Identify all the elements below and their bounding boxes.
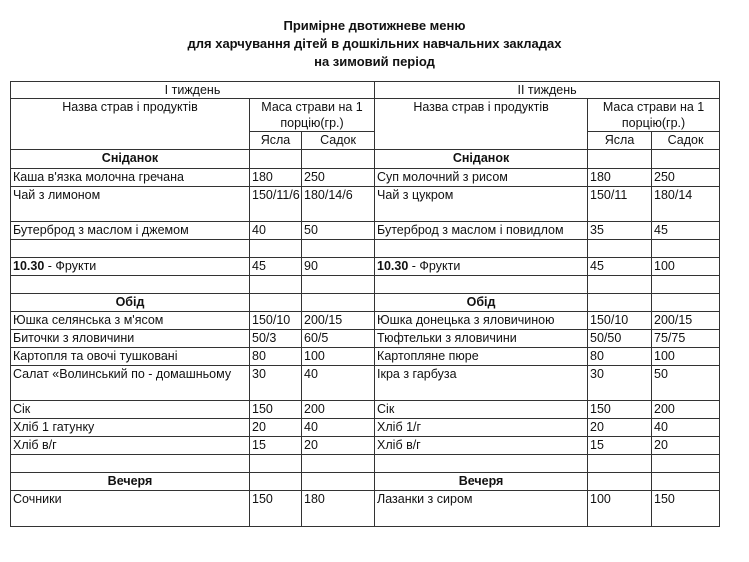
table-row (11, 437, 720, 455)
dish-name: Лазанки з сиром (375, 491, 588, 527)
empty-row (11, 240, 720, 258)
mass-sadok: 45 (652, 222, 720, 240)
mass-sadok: 75/75 (652, 330, 720, 348)
week2-header: ІІ тиждень (375, 82, 720, 99)
table-row (11, 419, 720, 437)
mass-yasla: 150/11 (588, 187, 652, 222)
dish-name: Хліб 1 гатунку (11, 419, 250, 437)
empty-row (11, 455, 720, 473)
mass-yasla: 20 (588, 419, 652, 437)
section-title: Обід (375, 294, 588, 312)
dish-name: Сік (11, 401, 250, 419)
table-row-fruit (11, 258, 720, 276)
w1-dish-header: Назва страв і продуктів (11, 99, 250, 150)
dish-name: Хліб в/г (11, 437, 250, 455)
mass-sadok: 200/15 (302, 312, 375, 330)
dish-name: Сік (375, 401, 588, 419)
dish-name: Бутерброд з маслом і джемом (11, 222, 250, 240)
w1-sadok-header: Садок (302, 132, 375, 150)
mass-sadok: 180 (302, 491, 375, 527)
mass-yasla: 50/3 (250, 330, 302, 348)
title-line-1: Примірне двотижневе меню (283, 18, 466, 33)
mass-yasla: 30 (250, 366, 302, 401)
mass-sadok: 100 (652, 258, 720, 276)
fruit-label: - Фрукти (408, 259, 461, 273)
mass-sadok: 100 (302, 348, 375, 366)
section-row-dinner (11, 473, 720, 491)
mass-sadok: 200/15 (652, 312, 720, 330)
mass-yasla: 80 (250, 348, 302, 366)
dish-name: Биточки з яловичини (11, 330, 250, 348)
section-title: Вечеря (375, 473, 588, 491)
menu-table (10, 81, 720, 527)
mass-sadok: 50 (652, 366, 720, 401)
fruit-label: - Фрукти (44, 259, 97, 273)
mass-sadok: 200 (652, 401, 720, 419)
w1-mass-header: Маса страви на 1 порцію(гр.) (250, 99, 375, 132)
mass-yasla: 180 (588, 169, 652, 187)
dish-name: Салат «Волинський по - домашньому (11, 366, 250, 401)
mass-yasla: 45 (588, 258, 652, 276)
dish-name: Картопля та овочі тушковані (11, 348, 250, 366)
mass-sadok: 20 (652, 437, 720, 455)
mass-sadok: 250 (302, 169, 375, 187)
section-row-breakfast (11, 150, 720, 169)
dish-name: Бутерброд з маслом і повидлом (375, 222, 588, 240)
table-row (11, 312, 720, 330)
mass-yasla: 150/10 (588, 312, 652, 330)
mass-yasla: 15 (588, 437, 652, 455)
mass-sadok: 150 (652, 491, 720, 527)
table-row (11, 366, 720, 401)
table-row (11, 222, 720, 240)
mass-yasla: 150 (588, 401, 652, 419)
section-title: Сніданок (11, 150, 250, 169)
section-title: Вечеря (11, 473, 250, 491)
week-header-row (11, 82, 720, 99)
dish-name: Чай з лимоном (11, 187, 250, 222)
dish-name: Тюфтельки з яловичини (375, 330, 588, 348)
table-row (11, 491, 720, 527)
w1-yasla-header: Ясла (250, 132, 302, 150)
dish-name: Хліб в/г (375, 437, 588, 455)
dish-name: Чай з цукром (375, 187, 588, 222)
dish-name: Ікра з гарбуза (375, 366, 588, 401)
mass-yasla: 35 (588, 222, 652, 240)
w2-dish-header: Назва страв і продуктів (375, 99, 588, 150)
table-row (11, 169, 720, 187)
mass-sadok: 100 (652, 348, 720, 366)
empty-row (11, 276, 720, 294)
w2-sadok-header: Садок (652, 132, 720, 150)
w2-yasla-header: Ясла (588, 132, 652, 150)
w2-mass-header: Маса страви на 1 порцію(гр.) (588, 99, 720, 132)
mass-sadok: 180/14/6 (302, 187, 375, 222)
title-line-2: для харчування дітей в дошкільних навчальних закладах (187, 36, 562, 51)
section-row-lunch (11, 294, 720, 312)
mass-yasla: 15 (250, 437, 302, 455)
mass-yasla: 20 (250, 419, 302, 437)
dish-name: Хліб 1/г (375, 419, 588, 437)
mass-sadok: 40 (652, 419, 720, 437)
mass-sadok: 20 (302, 437, 375, 455)
section-title: Сніданок (375, 150, 588, 169)
mass-yasla: 30 (588, 366, 652, 401)
mass-yasla: 100 (588, 491, 652, 527)
dish-name: Юшка донецька з яловичиною (375, 312, 588, 330)
column-header-row (11, 99, 720, 132)
fruit-time: 10.30 (377, 259, 409, 273)
table-row (11, 348, 720, 366)
mass-yasla: 40 (250, 222, 302, 240)
mass-yasla: 150/11/6 (250, 187, 302, 222)
mass-yasla: 150 (250, 491, 302, 527)
mass-yasla: 50/50 (588, 330, 652, 348)
mass-yasla: 150/10 (250, 312, 302, 330)
dish-name: Каша в'язка молочна гречана (11, 169, 250, 187)
table-row (11, 330, 720, 348)
mass-sadok: 200 (302, 401, 375, 419)
mass-yasla: 80 (588, 348, 652, 366)
section-title: Обід (11, 294, 250, 312)
mass-sadok: 50 (302, 222, 375, 240)
mass-yasla: 150 (250, 401, 302, 419)
table-row (11, 401, 720, 419)
title-line-3: на зимовий період (314, 54, 435, 69)
mass-sadok: 60/5 (302, 330, 375, 348)
fruit-time: 10.30 (13, 259, 45, 273)
dish-name: Картопляне пюре (375, 348, 588, 366)
dish-name: Суп молочний з рисом (375, 169, 588, 187)
mass-yasla: 180 (250, 169, 302, 187)
mass-sadok: 90 (302, 258, 375, 276)
table-row (11, 187, 720, 222)
mass-sadok: 40 (302, 419, 375, 437)
mass-yasla: 45 (250, 258, 302, 276)
dish-name: Сочники (11, 491, 250, 527)
mass-sadok: 250 (652, 169, 720, 187)
dish-name (11, 258, 250, 276)
dish-name (375, 258, 588, 276)
mass-sadok: 40 (302, 366, 375, 401)
week1-header: І тиждень (11, 82, 375, 99)
dish-name: Юшка селянська з м'ясом (11, 312, 250, 330)
mass-sadok: 180/14 (652, 187, 720, 222)
